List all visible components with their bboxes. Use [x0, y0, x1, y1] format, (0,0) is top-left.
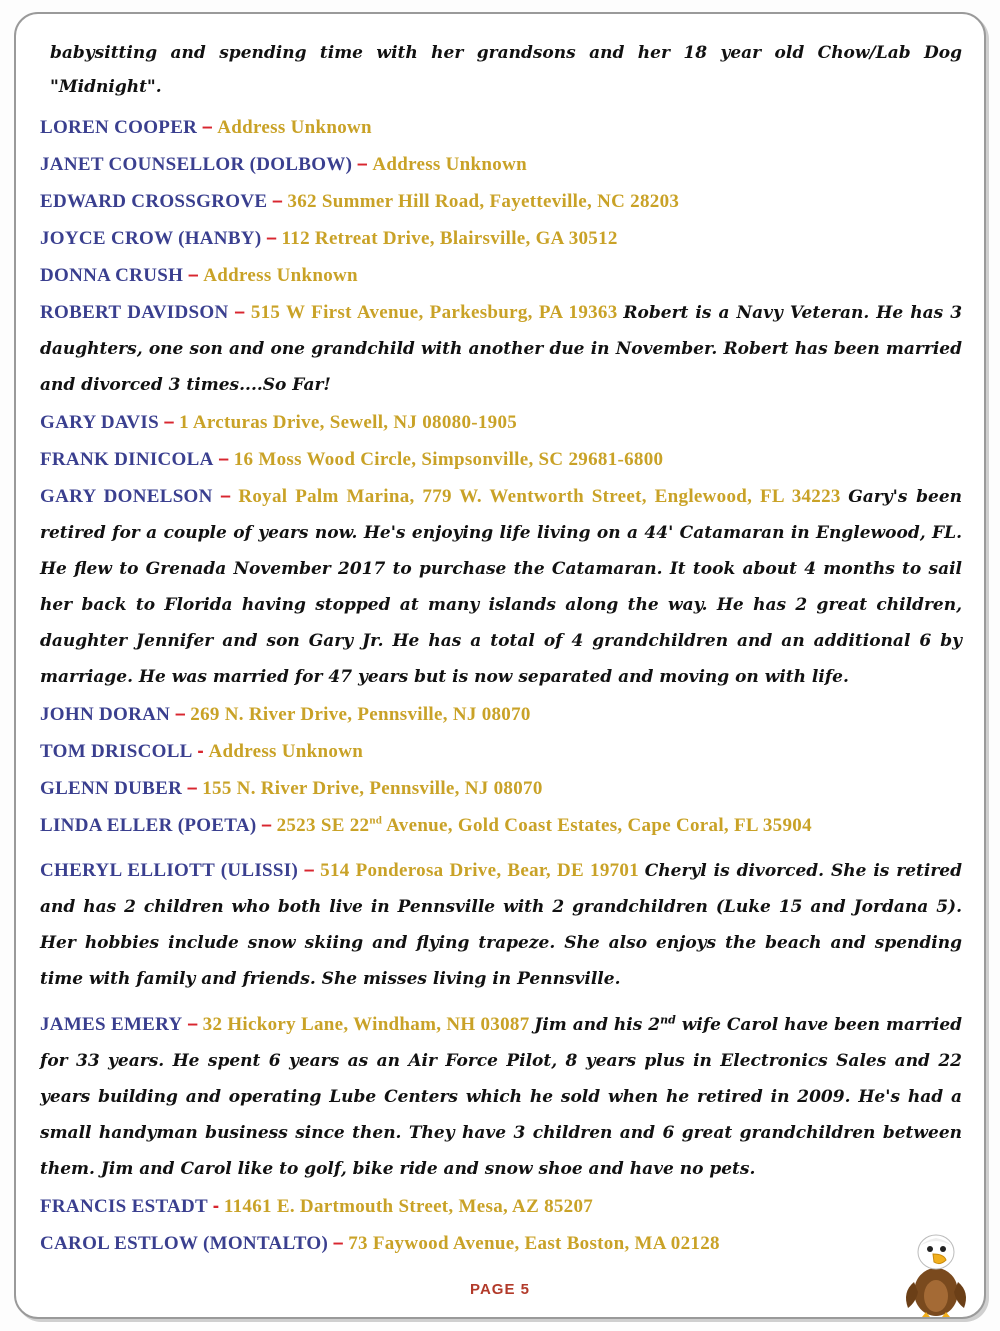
entry-dash: –: [332, 1233, 344, 1254]
entry-name: FRANK DINICOLA: [40, 449, 214, 470]
entry-name: GARY DAVIS: [40, 412, 159, 433]
entry-address: Address Unknown: [372, 154, 527, 175]
entry-dash: –: [357, 154, 368, 175]
directory-entry: [40, 1189, 962, 1224]
entry-dash: –: [220, 486, 231, 507]
entry-name: GLENN DUBER: [40, 778, 183, 799]
entry-address: Address Unknown: [208, 741, 364, 762]
eagle-mascot-icon: [900, 1222, 972, 1318]
directory-entry: [40, 734, 962, 769]
directory-entry: [40, 110, 962, 145]
entry-name: TOM DRISCOLL: [40, 741, 193, 762]
entry-address: 1 Arcturas Drive, Sewell, NJ 08080-1905: [179, 412, 518, 433]
entry-dash: -: [197, 741, 204, 762]
entry-name: FRANCIS ESTADT: [40, 1196, 209, 1217]
entry-name: JANET COUNSELLOR (DOLBOW): [40, 154, 353, 175]
entry-note-ordinal: nd: [660, 1013, 676, 1027]
entry-dash: –: [234, 302, 245, 323]
entry-address: 515 W First Avenue, Parkesburg, PA 19363: [250, 302, 618, 323]
directory-entry: [40, 479, 962, 695]
directory-entry: [40, 1226, 962, 1261]
intro-text: babysitting and spending time with her grandsons and her 18 year old Chow/Lab Dog "Midnight".: [50, 43, 962, 97]
entry-address: 16 Moss Wood Circle, Simpsonville, SC 29681-6800: [233, 449, 664, 470]
entry-note: [40, 1015, 962, 1179]
entry-name: ROBERT DAVIDSON: [40, 302, 229, 323]
entry-dash: –: [163, 412, 175, 433]
entry-note: Robert is a Navy Veteran. He has 3 daughters, one son and one grandchild with another due in November. Robert has been married and divorced 3 times....So Far!: [40, 303, 963, 395]
entry-name: CAROL ESTLOW (MONTALTO): [40, 1233, 329, 1254]
directory-entry: [40, 697, 962, 732]
entry-address: 11461 E. Dartmouth Street, Mesa, AZ 85207: [223, 1196, 594, 1217]
entry-address: 32 Hickory Lane, Windham, NH 03087: [202, 1014, 530, 1035]
directory-entry: [40, 295, 962, 403]
directory-entry: [40, 442, 962, 477]
entry-dash: –: [266, 228, 277, 249]
entry-address: Address Unknown: [203, 265, 358, 286]
entry-dash: –: [187, 1014, 198, 1035]
entry-dash: -: [212, 1196, 220, 1217]
entry-address: 362 Summer Hill Road, Fayetteville, NC 28203: [287, 191, 680, 212]
entry-dash: –: [201, 117, 213, 138]
directory-entry: [40, 853, 962, 997]
entry-dash: –: [186, 778, 198, 799]
directory-content: [40, 36, 962, 1263]
entry-name: GARY DONELSON: [40, 486, 213, 507]
directory-entry: [40, 771, 962, 806]
entry-name: JAMES EMERY: [40, 1014, 183, 1035]
entry-name: EDWARD CROSSGROVE: [40, 191, 268, 212]
entry-address: [277, 815, 812, 836]
entry-address: 269 N. River Drive, Pennsville, NJ 08070: [190, 704, 531, 725]
entry-name: JOHN DORAN: [40, 704, 171, 725]
entry-address-part: 2523 SE 22: [276, 815, 370, 836]
entry-dash: –: [261, 815, 272, 836]
entry-address: 514 Ponderosa Drive, Bear, DE 19701: [320, 860, 640, 881]
entry-name: CHERYL ELLIOTT (ULISSI): [40, 860, 299, 881]
directory-entry: [40, 1007, 962, 1187]
directory-entry: [40, 184, 962, 219]
entry-address: Address Unknown: [217, 117, 372, 138]
entry-dash: –: [272, 191, 283, 212]
entry-note: Cheryl is divorced. She is retired and has 2 children who both live in Pennsville with 2 grandchildren (Luke 15 and Jordana 5). Her hobbies include snow skiing and flying trapeze. She also enjoys the beach and spending time with family and friends. She misses living in Pennsville.: [40, 861, 963, 989]
entry-name: JOYCE CROW (HANBY): [40, 228, 262, 249]
entry-address-part: Avenue, Gold Coast Estates, Cape Coral, FL 35904: [382, 815, 812, 836]
entry-dash: –: [174, 704, 186, 725]
entry-note-part: Jim and his 2: [534, 1015, 661, 1035]
directory-entry: [40, 258, 962, 293]
entry-dash: –: [218, 449, 229, 470]
entry-name: LOREN COOPER: [40, 117, 198, 138]
entry-address: Royal Palm Marina, 779 W. Wentworth Street, Englewood, FL 34223: [238, 486, 841, 507]
entry-address-ordinal: nd: [369, 814, 383, 827]
page-number: PAGE 5: [470, 1281, 530, 1298]
entry-address: 155 N. River Drive, Pennsville, NJ 08070: [202, 778, 543, 799]
directory-entry: [40, 808, 962, 843]
entry-dash: –: [303, 860, 315, 881]
entry-name: LINDA ELLER (POETA): [40, 815, 257, 836]
entry-dash: –: [187, 265, 199, 286]
directory-entry: [40, 405, 962, 440]
entry-address: 73 Faywood Avenue, East Boston, MA 02128: [348, 1233, 720, 1254]
directory-entry: [40, 147, 962, 182]
entry-note-part: wife Carol have been married for 33 years. He spent 6 years as an Air Force Pilot, 8 years plus in Electronics Sales and 22 years building and operating Lube Centers which he sold when he retired in 2009. He's had a small handyman business since then. They have 3 children and 6 great grandchildren between them. Jim and Carol like to golf, bike ride and snow shoe and have no pets.: [40, 1015, 963, 1179]
directory-entry: [40, 221, 962, 256]
entry-address: 112 Retreat Drive, Blairsville, GA 30512: [281, 228, 618, 249]
entry-note: Gary's been retired for a couple of years now. He's enjoying life living on a 44' Catamaran in Englewood, FL. He flew to Grenada November 2017 to purchase the Catamaran. It took about 4 months to sail her back to Florida having stopped at many islands along the way. He has 2 great children, daughter Jennifer and son Gary Jr. He has a total of 4 grandchildren and an additional 6 by marriage. He was married for 47 years but is now separated and moving on with life.: [40, 487, 963, 687]
entry-name: DONNA CRUSH: [40, 265, 184, 286]
